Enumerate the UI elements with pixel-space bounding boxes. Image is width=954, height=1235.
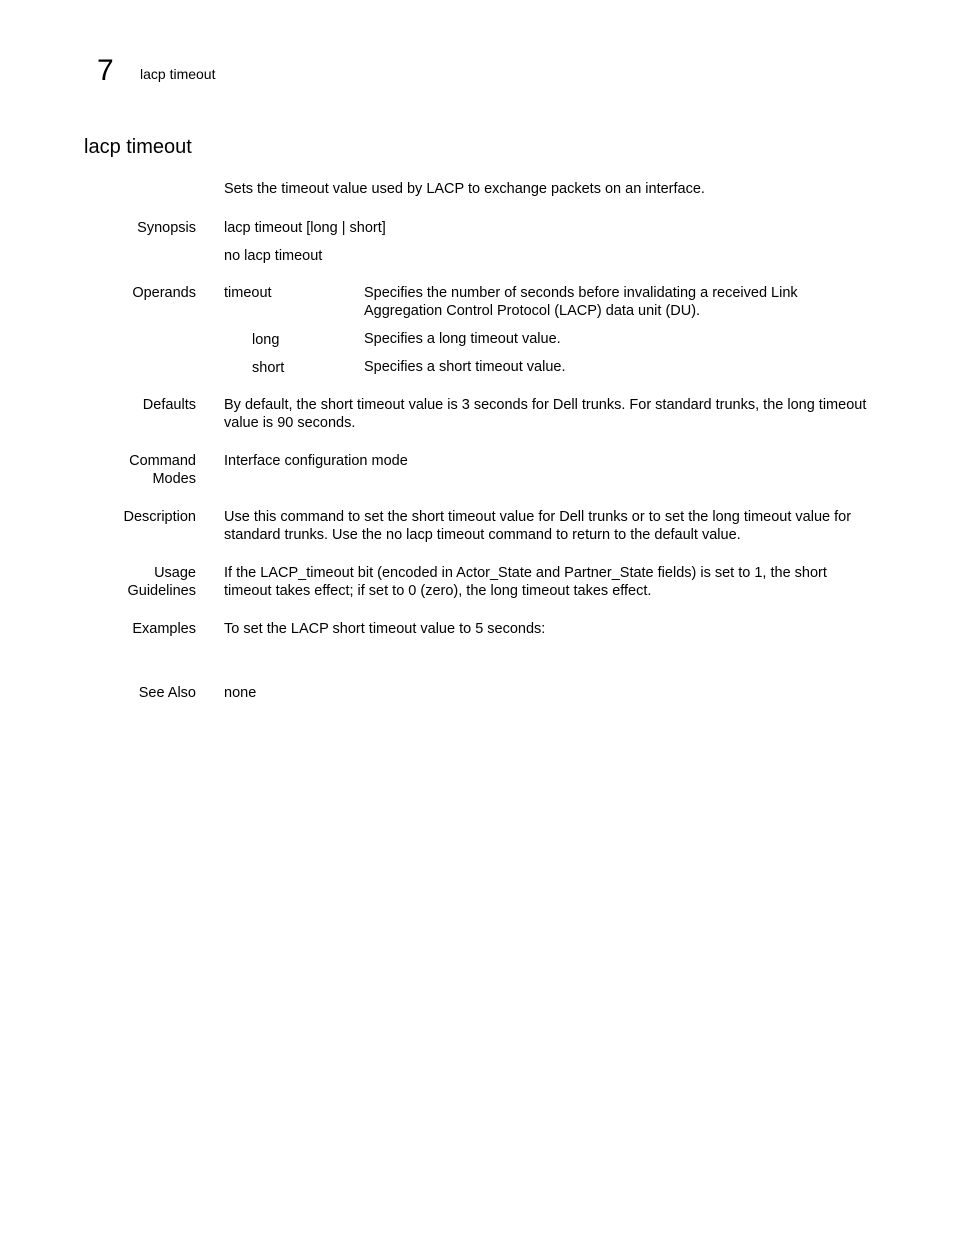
synopsis-option-short: short xyxy=(349,220,382,236)
command-modes-label xyxy=(86,452,196,488)
description-command: no lacp timeout xyxy=(386,527,485,543)
intro-text: Sets the timeout value used by LACP to exchange packets on an interface. xyxy=(224,181,705,197)
description-text xyxy=(224,508,874,544)
synopsis-command: lacp timeout xyxy=(224,220,303,236)
operand-term-timeout: timeout xyxy=(224,285,272,301)
operand-desc-long: Specifies a long timeout value. xyxy=(364,331,561,347)
chapter-number: 7 xyxy=(97,54,114,87)
usage-guidelines-text: If the LACP_timeout bit (encoded in Actor_State and Partner_State fields) is set to 1, the short timeout takes effect; if set to 0 (zero), the long timeout takes effect. xyxy=(224,565,827,599)
synopsis-separator: | xyxy=(337,220,350,236)
usage-guidelines-label-line-2: Guidelines xyxy=(127,583,196,599)
synopsis-close-bracket: ] xyxy=(381,220,386,236)
command-modes-text: Interface configuration mode xyxy=(224,453,408,469)
command-modes-label-line-1: Command xyxy=(129,453,196,469)
usage-guidelines-label-line-1: Usage xyxy=(154,565,196,581)
description-text-before: Use this command to set the short timeout value for Dell trunks or to set the long timeout value for standard trunks. Use the xyxy=(224,509,852,543)
defaults-text: By default, the short timeout value is 3 seconds for Dell trunks. For standard trunks, the long timeout value is 90 seconds. xyxy=(224,397,867,431)
examples-label: Examples xyxy=(132,621,196,637)
running-header-title: lacp timeout xyxy=(140,66,216,82)
description-text-after: command to return to the default value. xyxy=(484,527,741,543)
operands-label: Operands xyxy=(132,285,196,301)
command-modes-label-line-2: Modes xyxy=(152,471,196,487)
usage-guidelines-label xyxy=(86,564,196,600)
see-also-label: See Also xyxy=(138,685,196,701)
synopsis-line-1 xyxy=(224,219,874,237)
synopsis-option-long: long xyxy=(310,220,338,236)
operand-desc-short: Specifies a short timeout value. xyxy=(364,359,566,375)
synopsis-label: Synopsis xyxy=(137,220,196,236)
synopsis-line-2: no lacp timeout xyxy=(224,248,323,264)
description-label: Description xyxy=(123,509,196,525)
defaults-label: Defaults xyxy=(142,397,196,413)
page-title: lacp timeout xyxy=(84,136,192,158)
operand-desc-timeout: Specifies the number of seconds before invalidating a received Link Aggregation Control Protocol (LACP) data unit (DU). xyxy=(364,285,798,319)
see-also-text: none xyxy=(224,685,257,701)
operand-term-short: short xyxy=(252,360,285,376)
examples-text: To set the LACP short timeout value to 5 seconds: xyxy=(224,621,546,637)
operand-term-long: long xyxy=(252,332,280,348)
synopsis-open-bracket: [ xyxy=(302,220,311,236)
